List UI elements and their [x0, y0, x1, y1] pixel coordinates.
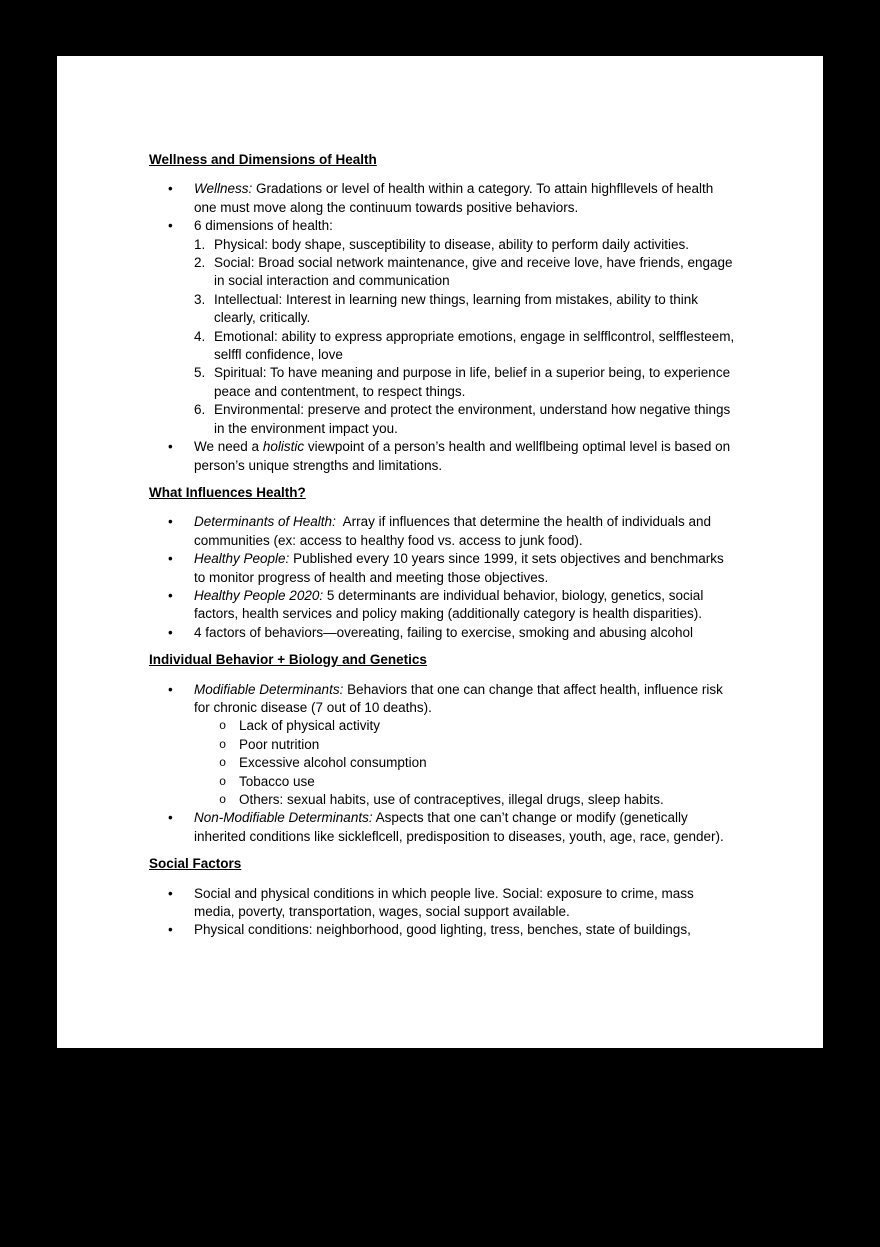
number-marker: 5.	[194, 365, 206, 381]
document-section	[149, 484, 737, 642]
text-run: 5 determinants are individual behavior, biology, genetics, social factors, health services and policy making (additionally category is health disparities).	[194, 587, 708, 622]
text-run: Modifiable Determinants:	[194, 681, 344, 697]
text-run: Non-Modifiable Determinants:	[194, 810, 373, 826]
list-item-bullet	[149, 681, 737, 718]
list-item-number	[149, 401, 737, 438]
item-text	[214, 364, 737, 401]
text-run: Lack of physical activity	[239, 718, 381, 734]
list-item-bullet	[149, 587, 737, 624]
list-item-bullet	[149, 217, 737, 235]
bullet-icon: •	[168, 810, 173, 826]
list-item-circle	[149, 773, 737, 791]
document-section	[149, 151, 737, 475]
text-run: holistic	[262, 439, 305, 455]
item-text	[194, 587, 737, 624]
document-page	[57, 56, 823, 1048]
text-run: Social and physical conditions in which people live. Social: exposure to crime, mass media, poverty, transportation, wages, social support available.	[194, 885, 698, 920]
text-run: Emotional: ability to express appropriate emotions, engage in selfflcontrol, selfflesteem, selffl confidence, love	[214, 328, 739, 363]
item-text	[239, 717, 737, 735]
item-text	[239, 773, 737, 791]
item-text	[239, 754, 737, 772]
list-item-number	[149, 254, 737, 291]
circle-bullet-icon: o	[219, 774, 227, 789]
bullet-icon: •	[168, 587, 173, 603]
list-item-circle	[149, 791, 737, 809]
bullet-icon: •	[168, 514, 173, 530]
section-heading: Social Factors	[149, 856, 242, 872]
bullet-icon: •	[168, 439, 173, 455]
text-run: Aspects that one can’t change or modify (genetically inherited conditions like sickleflcell, predisposition to diseases, youth, age, race, gender).	[194, 810, 724, 844]
document-content	[149, 151, 737, 940]
list-item-number	[149, 291, 737, 328]
item-text	[214, 236, 737, 254]
list-item-number	[149, 328, 737, 365]
bullet-icon: •	[168, 624, 173, 640]
text-run: Excessive alcohol consumption	[239, 755, 427, 771]
text-run: Healthy People 2020:	[194, 587, 324, 603]
item-text	[194, 624, 737, 642]
text-run: Wellness:	[194, 181, 253, 197]
number-marker: 2.	[194, 255, 206, 271]
number-marker: 4.	[194, 328, 206, 344]
text-run: Physical: body shape, susceptibility to disease, ability to perform daily activities.	[214, 236, 689, 252]
section-heading: Individual Behavior + Biology and Genetics	[149, 652, 427, 668]
text-run: Social: Broad social network maintenance, give and receive love, have friends, engage in social interaction and communication	[214, 255, 737, 289]
text-run: Array if influences that determine the health of individuals and communities (ex: access to healthy food vs. access to junk food).	[194, 514, 715, 548]
item-text	[214, 401, 737, 438]
text-run: Behaviors that one can change that affect health, influence risk for chronic disease (7 out of 10 deaths).	[194, 681, 727, 715]
list-item-bullet	[149, 885, 737, 922]
text-run: Gradations or level of health within a category. To attain highfllevels of health one must move along the continuum towards positive behaviors.	[194, 181, 718, 215]
text-run: Determinants of Health:	[194, 514, 336, 530]
circle-bullet-icon: o	[219, 793, 227, 807]
text-run: Poor nutrition	[239, 736, 320, 752]
item-text	[239, 736, 737, 754]
bullet-icon: •	[168, 551, 173, 567]
item-text	[194, 885, 737, 922]
list-item-bullet	[149, 180, 737, 217]
number-marker: 1.	[194, 236, 206, 252]
section-heading: What Influences Health?	[149, 484, 306, 500]
text-run: Spiritual: To have meaning and purpose in life, belief in a superior being, to experience peace and contentment, to respect things.	[214, 365, 734, 399]
item-text	[194, 550, 737, 587]
item-text	[239, 791, 737, 809]
bullet-icon: •	[168, 885, 173, 901]
text-run: Others: sexual habits, use of contraceptives, illegal drugs, sleep habits.	[239, 792, 664, 807]
list-item-number	[149, 364, 737, 401]
item-text	[194, 809, 737, 846]
list-item-bullet	[149, 624, 737, 642]
item-text	[194, 921, 737, 939]
item-text	[214, 328, 737, 365]
circle-bullet-icon: o	[219, 719, 227, 734]
bullet-icon: •	[168, 218, 173, 234]
item-text	[194, 681, 737, 718]
list-item-circle	[149, 717, 737, 735]
item-text	[194, 217, 737, 235]
text-run: viewpoint of a person’s health and wellflbeing optimal level is based on person’s unique strengths and limitations.	[194, 439, 734, 473]
item-text	[194, 180, 737, 217]
number-marker: 3.	[194, 291, 206, 307]
bullet-icon: •	[168, 181, 173, 197]
item-text	[214, 254, 737, 291]
document-section	[149, 855, 737, 940]
list-item-bullet	[149, 513, 737, 550]
text-run: We need a	[194, 439, 263, 455]
bullet-icon: •	[168, 922, 173, 938]
text-run: Healthy People:	[194, 551, 290, 567]
circle-bullet-icon: o	[219, 737, 227, 752]
number-marker: 6.	[194, 402, 206, 418]
list-item-circle	[149, 754, 737, 772]
text-run: Tobacco use	[239, 773, 315, 789]
circle-bullet-icon: o	[219, 756, 227, 771]
item-text	[194, 513, 737, 550]
list-item-number	[149, 236, 737, 254]
text-run: 4 factors of behaviors—overeating, failing to exercise, smoking and abusing alcohol	[194, 624, 694, 640]
section-heading: Wellness and Dimensions of Health	[149, 152, 377, 167]
text-run: Intellectual: Interest in learning new things, learning from mistakes, ability to think clearly, critically.	[214, 291, 702, 326]
text-run: 6 dimensions of health:	[194, 218, 333, 234]
item-text	[214, 291, 737, 328]
list-item-bullet	[149, 921, 737, 939]
bullet-icon: •	[168, 681, 173, 697]
list-item-bullet	[149, 438, 737, 475]
item-text	[194, 438, 737, 475]
text-run: Published every 10 years since 1999, it sets objectives and benchmarks to monitor progress of health and meeting those objectives.	[194, 551, 728, 585]
list-item-bullet	[149, 550, 737, 587]
list-item-circle	[149, 736, 737, 754]
list-item-bullet	[149, 809, 737, 846]
text-run: Physical conditions: neighborhood, good lighting, tress, benches, state of buildings,	[194, 922, 691, 938]
text-run: Environmental: preserve and protect the environment, understand how negative things in the environment impact you.	[214, 402, 735, 436]
document-section	[149, 651, 737, 846]
